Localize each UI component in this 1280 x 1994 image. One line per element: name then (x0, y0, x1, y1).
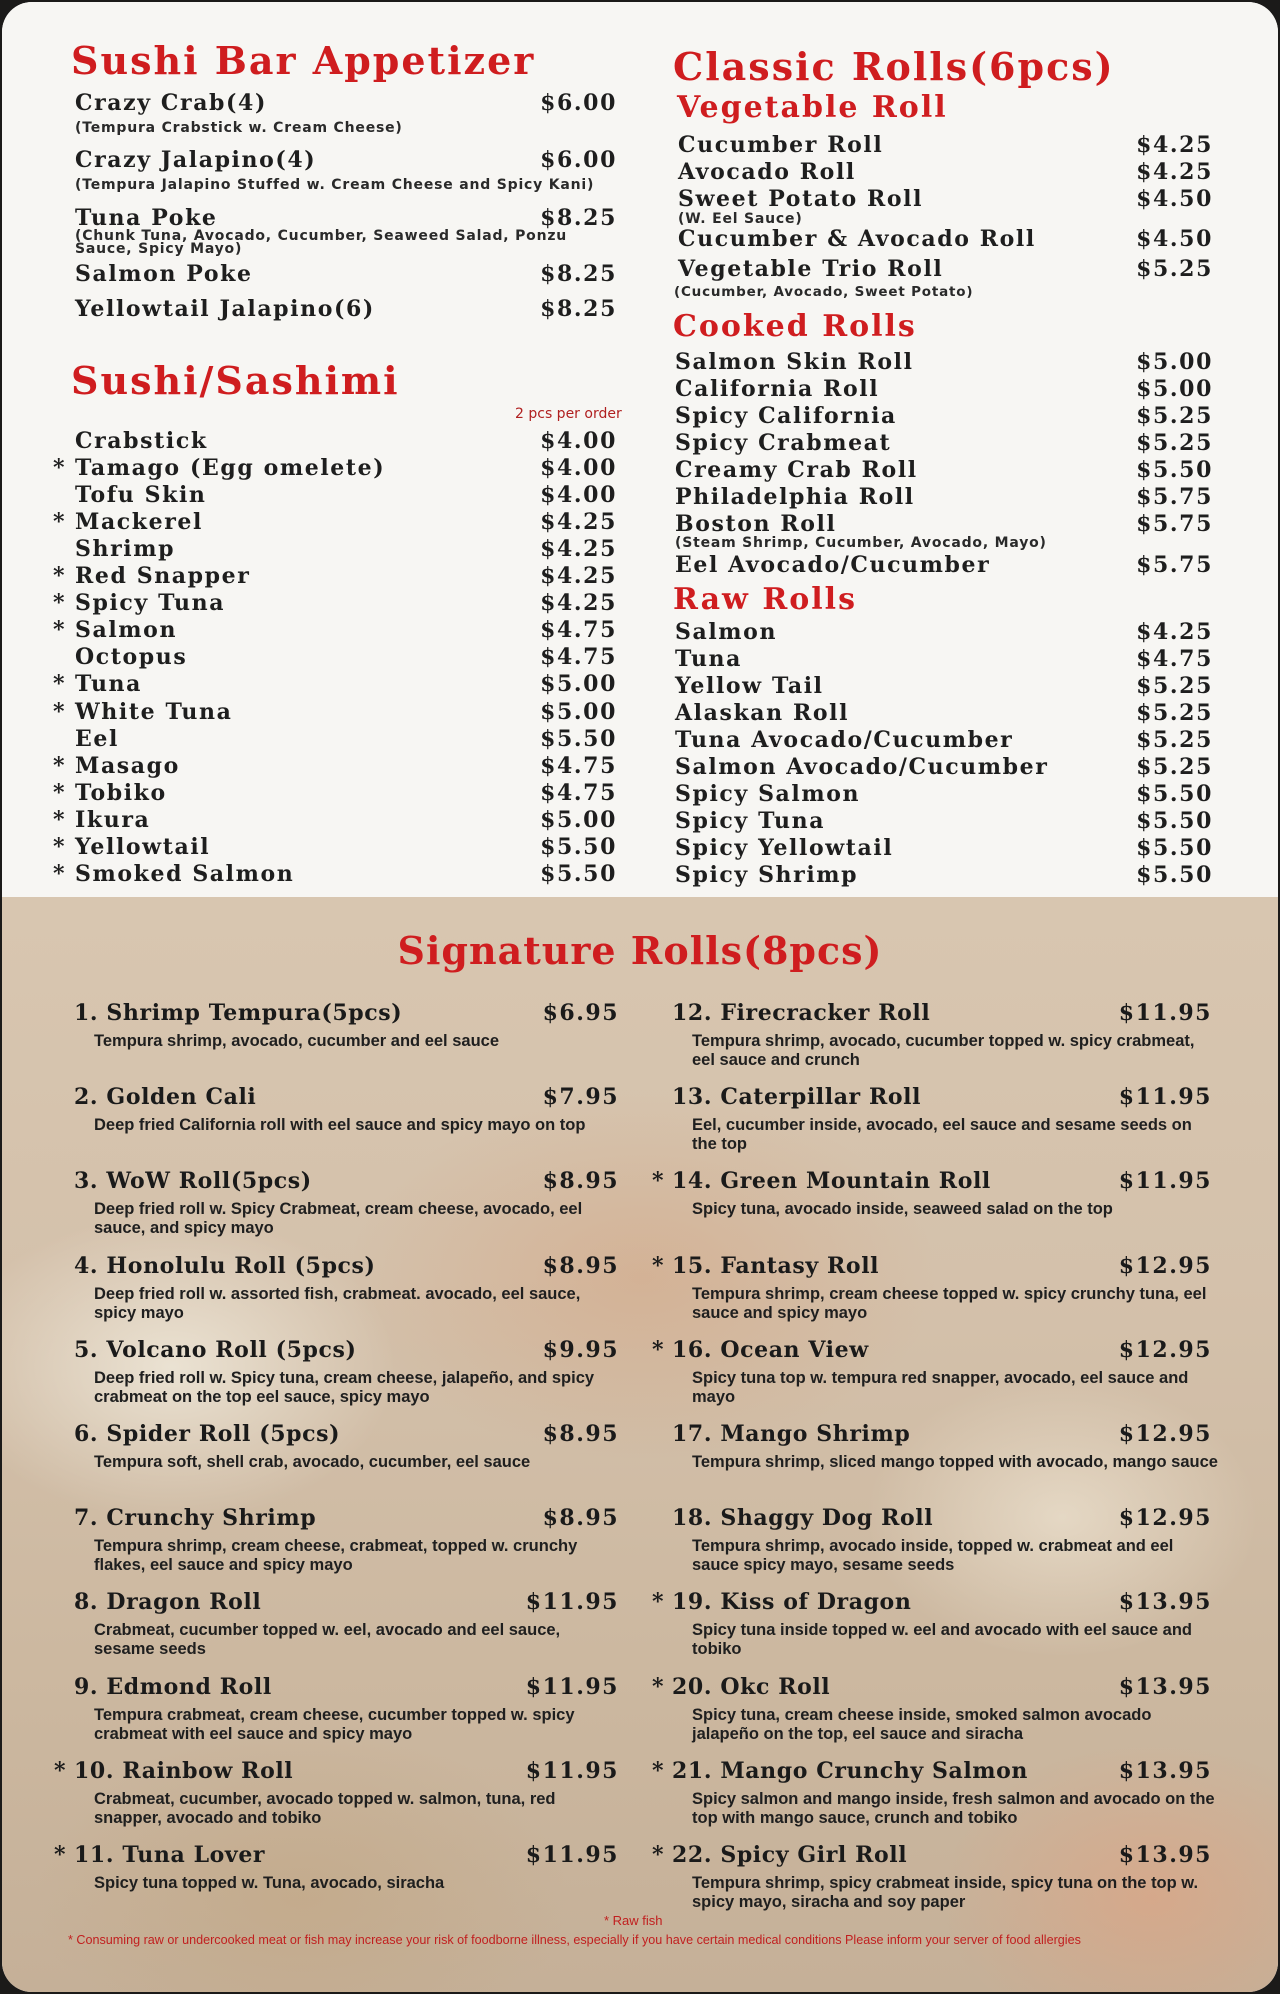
sashimi-item: * Masago $4.75 (53, 752, 617, 779)
vegetable-item: Cucumber & Avocado Roll $4.50 (678, 226, 1213, 252)
raw-fish-marker: * (54, 1757, 67, 1784)
raw-fish-marker: * (652, 1842, 665, 1868)
signature-roll-desc: Tempura shrimp, cream cheese topped w. spicy crunchy tuna, eel sauce and spicy mayo (692, 1284, 1207, 1322)
sashimi-item: Octopus $4.75 (75, 644, 617, 671)
signature-roll-desc: Deep fried roll w. Spicy tuna, cream cheese, jalapeño, and spicy crabmeat on the top eel sauce, spicy mayo (94, 1368, 595, 1406)
sashimi-item: * Spicy Tuna $4.25 (53, 590, 617, 617)
signature-roll-desc: Spicy salmon and mango inside, fresh salmon and avocado on the top with mango sauce, crunch and tobiko (692, 1789, 1215, 1827)
sashimi-item: * White Tuna $5.00 (53, 698, 617, 725)
raw-fish-marker: * (53, 833, 67, 860)
sashimi-item: * Ikura $5.00 (53, 806, 617, 833)
cooked-item: Eel Avocado/Cucumber $5.75 (675, 552, 1213, 578)
signature-roll-desc: Crabmeat, cucumber, avocado topped w. salmon, tuna, red snapper, avocado and tobiko (94, 1789, 556, 1827)
raw-fish-marker: * (53, 806, 67, 833)
raw-roll-item: Yellow Tail $5.25 (675, 673, 1213, 699)
vegetable-item: Sweet Potato Roll $4.50 (678, 186, 1213, 212)
signature-title: Signature Rolls(8pcs) (397, 928, 883, 973)
raw-fish-marker: * (53, 698, 67, 725)
raw-fish-marker: * (53, 752, 67, 779)
signature-roll-item: * 21. Mango Crunchy Salmon $13.95 (652, 1757, 1212, 1784)
sashimi-item: * Tamago (Egg omelete) $4.00 (53, 455, 617, 482)
sashimi-item: * Smoked Salmon $5.50 (53, 860, 617, 887)
signature-roll-item: 1. Shrimp Tempura(5pcs) $6.95 (74, 1000, 619, 1026)
raw-fish-marker: * (652, 1336, 665, 1363)
signature-roll-desc: Tempura shrimp, sliced mango topped with avocado, mango sauce (692, 1453, 1218, 1471)
vegetable-title: Vegetable Roll (677, 90, 948, 125)
signature-roll-item: 8. Dragon Roll $11.95 (74, 1589, 619, 1616)
signature-roll-desc: Spicy tuna top w. tempura red snapper, avocado, eel sauce and mayo (692, 1368, 1189, 1406)
raw-fish-note: * Raw fish (604, 1913, 663, 1928)
sashimi-item: * Red Snapper $4.25 (53, 563, 617, 590)
signature-roll-desc: Crabmeat, cucumber topped w. eel, avocado and eel sauce, sesame seeds (94, 1621, 561, 1659)
raw-fish-marker: * (652, 1757, 665, 1784)
signature-roll-desc: Tempura shrimp, avocado, cucumber and eel sauce (94, 1032, 499, 1050)
signature-roll-item: 4. Honolulu Roll (5pcs) $8.95 (74, 1252, 619, 1279)
raw-roll-item: Salmon Avocado/Cucumber $5.25 (675, 754, 1213, 780)
cooked-item: Spicy Crabmeat $5.25 (675, 430, 1213, 456)
appetizer-title: Sushi Bar Appetizer (71, 38, 536, 83)
signature-roll-item: * 22. Spicy Girl Roll $13.95 (652, 1842, 1212, 1868)
sashimi-item: * Yellowtail $5.50 (53, 833, 617, 860)
raw-roll-item: Tuna $4.75 (675, 646, 1213, 672)
appetizer-item: Crazy Crab(4) $6.00 (75, 90, 617, 116)
cooked-item: Spicy California $5.25 (675, 403, 1213, 429)
cooked-item: Creamy Crab Roll $5.50 (675, 457, 1213, 483)
signature-roll-item: * 20. Okc Roll $13.95 (652, 1673, 1212, 1700)
signature-roll-desc: Tempura crabmeat, cream cheese, cucumber topped w. spicy crabmeat with eel sauce and spicy mayo (94, 1705, 575, 1743)
signature-roll-item: * 16. Ocean View $12.95 (652, 1336, 1212, 1363)
signature-roll-desc: Spicy tuna topped w. Tuna, avocado, siracha (94, 1874, 445, 1892)
raw-roll-item: Alaskan Roll $5.25 (675, 700, 1213, 726)
appetizer-desc: (Tempura Jalapino Stuffed w. Cream Cheese and Spicy Kani) (75, 177, 595, 193)
signature-roll-desc: Deep fried California roll with eel sauce and spicy mayo on top (94, 1116, 586, 1135)
vegetable-desc: (W. Eel Sauce) (678, 211, 803, 227)
signature-roll-item: 3. WoW Roll(5pcs) $8.95 (74, 1168, 619, 1195)
cooked-item: California Roll $5.00 (675, 376, 1213, 402)
sashimi-item: Tofu Skin $4.00 (75, 482, 617, 509)
vegetable-item: Vegetable Trio Roll $5.25 (678, 256, 1213, 282)
signature-roll-desc: Tempura shrimp, avocado inside, topped w. crabmeat and eel sauce spicy mayo, sesame seeds (692, 1537, 1174, 1575)
raw-fish-marker: * (53, 455, 67, 482)
signature-roll-desc: Tempura shrimp, cream cheese, crabmeat, topped w. crunchy flakes, eel sauce and spicy mayo (94, 1537, 578, 1575)
signature-roll-desc: Spicy tuna, cream cheese inside, smoked salmon avocado jalapeño on the top, eel sauce and siracha (692, 1705, 1152, 1743)
sashimi-item: Crabstick $4.00 (75, 428, 617, 454)
signature-roll-desc: Tempura shrimp, avocado, cucumber topped w. spicy crabmeat, eel sauce and crunch (692, 1032, 1195, 1069)
raw-roll-item: Spicy Yellowtail $5.50 (675, 835, 1213, 861)
raw-fish-marker: * (53, 590, 67, 617)
cooked-desc: (Steam Shrimp, Cucumber, Avocado, Mayo) (675, 535, 1047, 551)
sashimi-item: Shrimp $4.25 (75, 536, 617, 563)
sashimi-item: * Mackerel $4.25 (53, 509, 617, 536)
signature-roll-desc: Spicy tuna inside topped w. eel and avocado with eel sauce and tobiko (692, 1621, 1193, 1659)
raw-fish-marker: * (652, 1252, 665, 1279)
raw-fish-marker: * (53, 563, 67, 590)
vegetable-desc: (Cucumber, Avocado, Sweet Potato) (674, 284, 974, 300)
appetizer-desc: (Chunk Tuna, Avocado, Cucumber, Seaweed Salad, Ponzu Sauce, Spicy Mayo) (75, 228, 568, 257)
signature-roll-item: 17. Mango Shrimp $12.95 (672, 1421, 1212, 1447)
signature-roll-item: 6. Spider Roll (5pcs) $8.95 (74, 1421, 619, 1447)
signature-roll-item: 12. Firecracker Roll $11.95 (672, 1000, 1212, 1026)
sashimi-note: 2 pcs per order (515, 406, 622, 422)
appetizer-item: Salmon Poke $8.25 (75, 261, 617, 287)
sashimi-title: Sushi/Sashimi (71, 358, 400, 403)
signature-roll-item: 13. Caterpillar Roll $11.95 (672, 1084, 1212, 1111)
raw-fish-marker: * (53, 509, 67, 536)
raw-title: Raw Rolls (673, 582, 857, 617)
appetizer-item: Yellowtail Jalapino(6) $8.25 (75, 296, 617, 322)
sashimi-item: Eel $5.50 (75, 725, 617, 752)
signature-roll-desc: Deep fried roll w. assorted fish, crabmeat. avocado, eel sauce, spicy mayo (94, 1284, 581, 1322)
raw-fish-marker: * (54, 1842, 67, 1868)
signature-roll-item: 2. Golden Cali $7.95 (74, 1084, 619, 1111)
raw-fish-marker: * (652, 1673, 665, 1700)
signature-roll-desc: Eel, cucumber inside, avocado, eel sauce and sesame seeds on the top (692, 1116, 1192, 1154)
signature-roll-item: * 14. Green Mountain Roll $11.95 (652, 1168, 1212, 1195)
raw-fish-marker: * (652, 1168, 665, 1195)
appetizer-desc: (Tempura Crabstick w. Cream Cheese) (75, 120, 403, 136)
signature-section (2, 897, 1278, 1992)
raw-fish-marker: * (652, 1589, 665, 1616)
raw-roll-item: Spicy Shrimp $5.50 (675, 862, 1213, 888)
signature-roll-item: 18. Shaggy Dog Roll $12.95 (672, 1505, 1212, 1532)
raw-fish-marker: * (53, 779, 67, 806)
top-section (2, 2, 1278, 897)
raw-roll-item: Spicy Salmon $5.50 (675, 781, 1213, 807)
signature-roll-desc: Tempura soft, shell crab, avocado, cucumber, eel sauce (94, 1453, 531, 1471)
signature-roll-desc: Spicy tuna, avocado inside, seaweed salad on the top (692, 1200, 1113, 1219)
raw-roll-item: Spicy Tuna $5.50 (675, 808, 1213, 834)
vegetable-item: Avocado Roll $4.25 (678, 159, 1213, 185)
signature-roll-item: * 11. Tuna Lover $11.95 (54, 1842, 619, 1868)
sashimi-item: * Tuna $5.00 (53, 671, 617, 698)
classic-title: Classic Rolls(6pcs) (673, 44, 1115, 89)
raw-fish-marker: * (53, 617, 67, 644)
cooked-item: Salmon Skin Roll $5.00 (675, 349, 1213, 375)
appetizer-item: Crazy Jalapino(4) $6.00 (75, 147, 617, 173)
raw-fish-marker: * (53, 671, 67, 698)
sashimi-item: * Tobiko $4.75 (53, 779, 617, 806)
signature-roll-item: 5. Volcano Roll (5pcs) $9.95 (74, 1336, 619, 1363)
raw-fish-marker: * (53, 860, 67, 887)
signature-roll-item: 9. Edmond Roll $11.95 (74, 1673, 619, 1700)
signature-roll-item: * 10. Rainbow Roll $11.95 (54, 1757, 619, 1784)
menu-page (2, 2, 1278, 1992)
raw-roll-item: Salmon $4.25 (675, 619, 1213, 645)
signature-roll-desc: Deep fried roll w. Spicy Crabmeat, cream cheese, avocado, eel sauce, and spicy mayo (94, 1200, 583, 1238)
vegetable-item: Cucumber Roll $4.25 (678, 132, 1213, 158)
appetizer-item: Tuna Poke $8.25 (75, 205, 617, 231)
sashimi-item: * Salmon $4.75 (53, 617, 617, 644)
signature-roll-item: * 19. Kiss of Dragon $13.95 (652, 1589, 1212, 1616)
signature-roll-desc: Tempura shrimp, spicy crabmeat inside, spicy tuna on the top w. spicy mayo, siracha and soy paper (692, 1874, 1199, 1911)
cooked-item: Boston Roll $5.75 (675, 511, 1213, 537)
signature-roll-item: 7. Crunchy Shrimp $8.95 (74, 1505, 619, 1532)
cooked-title: Cooked Rolls (673, 309, 917, 344)
food-safety-warning: * Consuming raw or undercooked meat or fish may increase your risk of foodborne illness, especially if you have certain medical conditions Please inform your server of food allergies (68, 1933, 1081, 1947)
raw-roll-item: Tuna Avocado/Cucumber $5.25 (675, 727, 1213, 753)
cooked-item: Philadelphia Roll $5.75 (675, 484, 1213, 510)
signature-roll-item: * 15. Fantasy Roll $12.95 (652, 1252, 1212, 1279)
